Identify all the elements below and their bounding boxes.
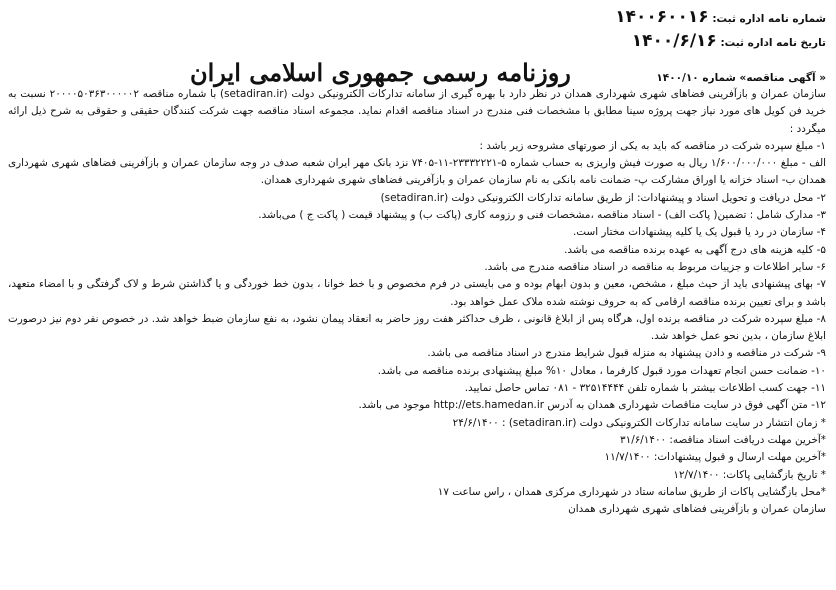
paragraph: ۱- مبلغ سپرده شرکت در مناقصه که باید به یکی از صورتهای مشروحه زیر باشد : [479, 139, 826, 152]
reg-date-row [615, 30, 826, 54]
paragraph: * تاریخ بازگشایی پاکات: ۱۲/۷/۱۴۰۰ [673, 468, 826, 481]
paragraph: *آخرین مهلت دریافت اسناد مناقصه: ۳۱/۶/۱۴۰۰ [620, 433, 826, 446]
announcement-title: « آگهی مناقصه» شماره ۱۴۰۰/۱۰ [656, 72, 826, 84]
reg-number-row [615, 6, 826, 30]
paragraph: ۴- سازمان در رد یا قبول یک یا کلیه پیشنهادات مختار است. [572, 226, 826, 239]
paragraph: ۷- بهای پیشنهادی باید از حیث مبلغ ، مشخص، معین و بدون ابهام بوده و می بایستی در فرم مخصوص و با خط خوانا ، بدون خط خوردگی و یا گذاشتن شرط و لاک گرفتگی و با امضاء متعهد، باشد و برای تعیین برنده مناقصه ارقامی که به حروف نوشته شده ملاک عمل خواهد بود. [8, 278, 826, 308]
paragraph: ۶- سایر اطلاعات و جزییات مربوط به مناقصه در اسناد مناقصه مندرج می باشد. [484, 260, 826, 273]
paragraph: ۵- کلیه هزینه های درج آگهی به عهده برنده مناقصه می باشد. [564, 243, 826, 256]
newspaper-masthead: روزنامه رسمی جمهوری اسلامی ایران [190, 58, 571, 87]
paragraph: ۱۲- متن آگهی فوق در سایت مناقصات شهرداری همدان به آدرس http://ets.hamedan.ir موجود می باشد. [358, 399, 826, 412]
paragraph: سازمان عمران و بازآفرینی فضاهای شهری شهرداری همدان در نظر دارد با بهره گیری از سامانه تدارکات الکترونیکی دولت (setadiran.ir) با شماره مناقصه ۲۰۰۰۰۵۰۳۶۳۰۰۰۰۰۲ نسبت به خرید فن کویل های مورد نیاز جهت پروژه سینا مطابق با مشخصات فنی مندرج در اسناد مناقصه اقدام نماید. مجموعه اسناد مناقصه جهت شرکت کنندگان حقیقی و حقوقی به شرح ذیل ارائه میگردد : [8, 88, 826, 135]
paragraph: سازمان عمران و بازآفرینی فضاهای شهری شهرداری همدان [568, 503, 826, 516]
reg-number-label: شماره نامه اداره ثبت: [712, 13, 826, 25]
reg-number-value: ۱۴۰۰۶۰۰۱۶ [615, 7, 709, 27]
paragraph: *آخرین مهلت ارسال و قبول پیشنهادات: ۱۱/۷/۱۴۰۰ [604, 451, 826, 464]
registration-info [615, 6, 826, 54]
reg-date-label: تاریخ نامه اداره ثبت: [720, 37, 826, 49]
paragraph: ۹- شرکت در مناقصه و دادن پیشنهاد به منزله قبول شرایط مندرج در اسناد مناقصه می باشد. [427, 347, 826, 360]
paragraph: ۳- مدارک شامل : تضمین( پاکت الف) - اسناد مناقصه ،مشخصات فنی و رزومه کاری (پاکت ب) و پیشنهاد قیمت ( پاکت ج ) می‌باشد. [258, 209, 826, 222]
paragraph: الف - مبلغ ۱/۶۰۰/۰۰۰/۰۰۰ ریال به صورت فیش واریزی به حساب شماره ۵-۲۳۳۳۲۲۲۱-۱۱-۷۴۰۵ نزد بانک مهر ایران شعبه صدف در وجه سازمان عمران و بازآفرینی فضاهای شهری شهرداری همدان ب- اسناد خزانه یا اوراق مشارکت پ- ضمانت نامه بانکی به نام سازمان عمران و بازآفرینی فضاهای شهری شهرداری همدان. [8, 157, 827, 187]
paragraph: *محل بازگشایی پاکات از طریق سامانه ستاد در شهرداری مرکزی همدان ، راس ساعت ۱۷ [437, 485, 826, 498]
paragraph: * زمان انتشار در سایت سامانه تدارکات الکترونیکی دولت (setadiran.ir) : ۲۴/۶/۱۴۰۰ [452, 416, 826, 429]
announcement-body [8, 86, 826, 518]
paragraph: ۲- محل دریافت و تحویل اسناد و پیشنهادات: از طریق سامانه تدارکات الکترونیکی دولت (setadiran.ir) [380, 191, 826, 204]
paragraph: ۱۰- ضمانت حسن انجام تعهدات مورد قبول کارفرما ، معادل ۱۰% مبلغ پیشنهادی برنده مناقصه می باشد. [377, 364, 826, 377]
paragraph: ۱۱- جهت کسب اطلاعات بیشتر با شماره تلفن ۳۲۵۱۴۴۴۴ - ۰۸۱ تماس حاصل نمایید. [464, 382, 826, 395]
paragraph: ۸- مبلغ سپرده شرکت در مناقصه برنده اول، هرگاه پس از ابلاغ قانونی ، ظرف حداکثر هفت روز حاضر به انعقاد پیمان نشود، به نفع سازمان ضبط خواهد شد. در خصوص نفر دوم نیز درصورت ابلاغ سازمان ، بدین نحو عمل خواهد شد. [8, 312, 826, 343]
reg-date-value: ۱۴۰۰/۶/۱۶ [631, 31, 717, 51]
